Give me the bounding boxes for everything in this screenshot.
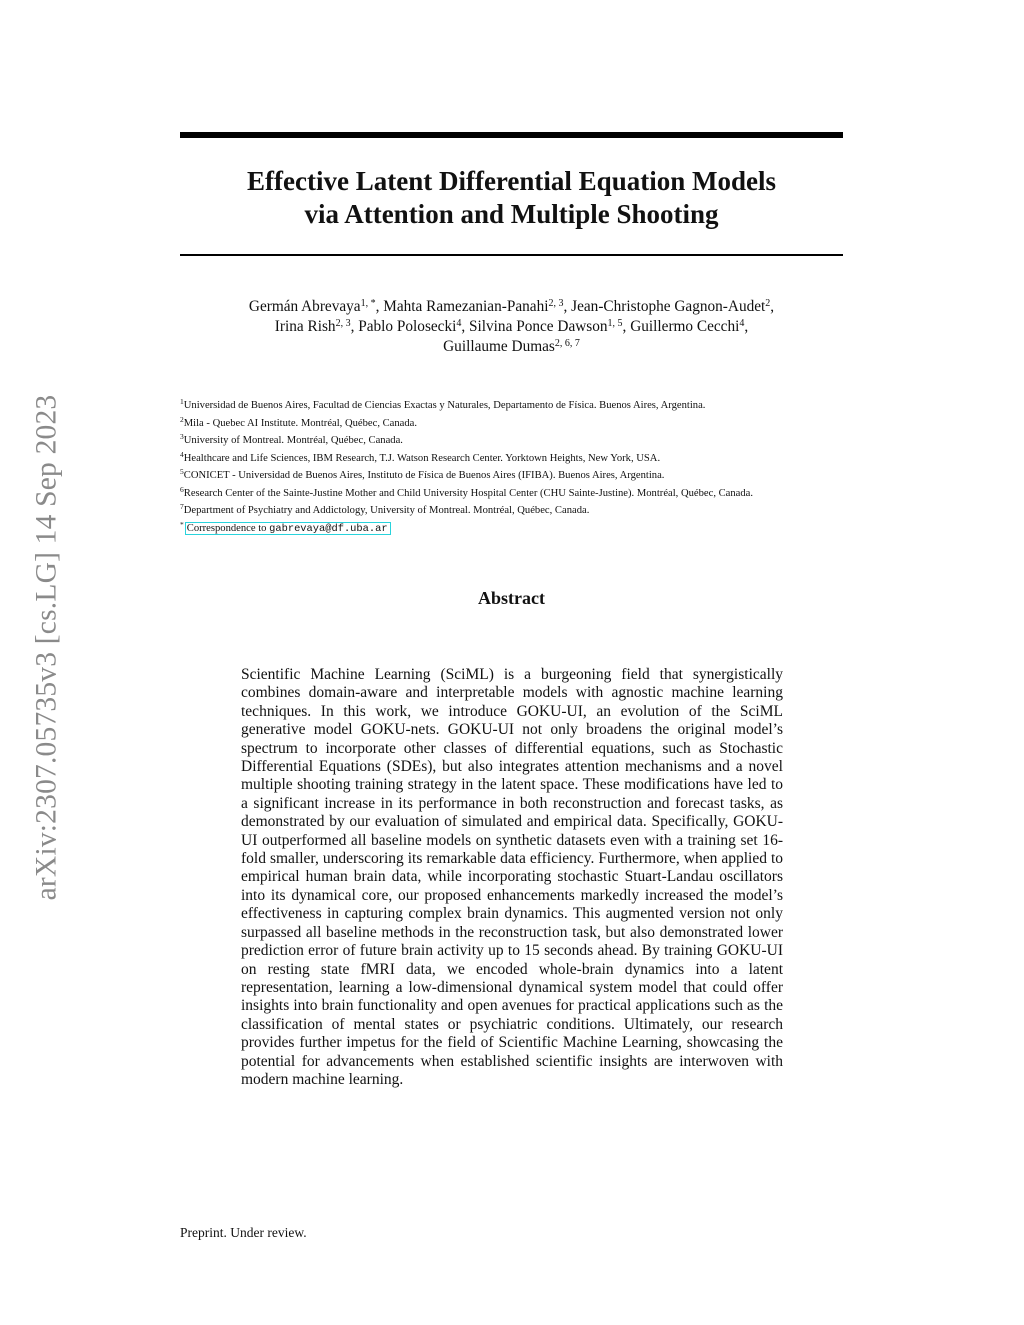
affiliation-text: Department of Psychiatry and Addictology, University of Montreal. Montréal, Québec, Canada. — [183, 505, 590, 516]
author-name: Guillaume Dumas — [443, 338, 555, 355]
affiliation-list — [180, 397, 860, 538]
author-name: Germán Abrevaya — [248, 298, 361, 315]
author-list — [180, 297, 843, 357]
author-affiliation-mark: 1, 5 — [607, 318, 623, 329]
correspondence-note — [180, 520, 860, 539]
affiliation-item — [180, 502, 860, 520]
author-line — [180, 317, 843, 337]
affiliation-item — [180, 397, 860, 415]
author-separator: , — [563, 298, 572, 315]
title-line-2: via Attention and Multiple Shooting — [304, 199, 719, 229]
arxiv-sidebar-stamp — [29, 352, 65, 942]
author-affiliation-mark: 2, 3 — [335, 318, 351, 329]
affiliation-mark: 3 — [180, 432, 184, 441]
affiliation-text: Healthcare and Life Sciences, IBM Research, T.J. Watson Research Center. Yorktown Heights, New York, USA. — [183, 452, 661, 464]
author-separator: , — [461, 318, 470, 335]
affiliation-mark: 2 — [180, 414, 184, 424]
affiliation-text: Universidad de Buenos Aires, Facultad de Ciencias Exactas y Naturales, Departamento de Física. Buenos Aires, Argentina. — [183, 400, 706, 411]
author-line — [180, 297, 843, 317]
arxiv-identifier: arXiv:2307.05735v3 [cs.LG] 14 Sep 2023 — [30, 394, 63, 900]
abstract-heading: Abstract — [478, 588, 545, 608]
affiliation-item — [180, 467, 860, 485]
affiliation-text: Mila - Quebec AI Institute. Montréal, Québec, Canada. — [183, 417, 418, 429]
author-name: Guillermo Cecchi — [630, 318, 740, 335]
affiliation-mark: 4 — [180, 449, 184, 459]
author-line — [180, 337, 843, 357]
correspondence-label: Correspondence to — [186, 522, 270, 534]
affiliation-text: Research Center of the Sainte-Justine Mother and Child University Hospital Center (CHU Sainte-Justine). Montréal, Québec, Canada. — [183, 487, 754, 499]
affiliation-text: CONICET - Universidad de Buenos Aires, Instituto de Física de Buenos Aires (IFIBA). Buenos Aires, Argentina. — [183, 470, 665, 481]
author-separator: , — [770, 298, 775, 315]
preprint-footer: Preprint. Under review. — [180, 1225, 307, 1240]
author-affiliation-mark: 4 — [456, 318, 462, 329]
affiliation-item — [180, 415, 860, 433]
affiliation-mark: 5 — [180, 467, 184, 476]
affiliation-item — [180, 450, 860, 468]
author-affiliation-mark: 1, * — [360, 298, 376, 309]
author-separator: , — [622, 318, 631, 335]
author-affiliation-mark: 2 — [765, 298, 771, 309]
correspondence-link[interactable] — [185, 522, 391, 535]
correspondence-mark: * — [180, 519, 184, 529]
title-top-rule — [180, 132, 843, 138]
author-name: Irina Rish — [274, 318, 336, 335]
correspondence-email: gabrevaya@df.uba.ar — [269, 522, 388, 535]
affiliation-item — [180, 485, 860, 503]
author-affiliation-mark: 2, 6, 7 — [554, 338, 580, 349]
affiliation-item — [180, 432, 860, 450]
author-separator: , — [375, 298, 384, 315]
author-name: Jean-Christophe Gagnon-Audet — [571, 298, 766, 315]
author-separator: , — [350, 318, 359, 335]
author-name: Pablo Polosecki — [358, 318, 457, 335]
affiliation-mark: 6 — [180, 484, 184, 494]
title-bottom-rule — [180, 254, 843, 256]
author-separator: , — [744, 318, 749, 335]
author-affiliation-mark: 4 — [739, 318, 745, 329]
affiliation-mark: 7 — [180, 502, 184, 511]
abstract-body: Scientific Machine Learning (SciML) is a burgeoning field that synergistically combines domain-aware and interpretable models with agnostic machine learning techniques. In this work, we introduce GOKU-UI, an evolution of the SciML generative model GOKU-nets. GOKU-UI not only broadens the original model’s spectrum to incorporate other classes of differential equations, such as Stochastic Differential Equations (SDEs), but also integrates attention mechanisms and a novel multiple shooting training strategy in the latent space. These modifications have led to a significant increase in its performance in both reconstruction and forecast tasks, as demonstrated by our evaluation of simulated and empirical data. Specifically, GOKU-UI outperformed all baseline models on synthetic datasets even with a training set 16-fold smaller, underscoring its remarkable data efficiency. Furthermore, when applied to empirical human brain data, while incorporating stochastic Stuart-Landau oscillators into its dynamical core, our proposed enhancements markedly increased the model’s effectiveness in capturing complex brain dynamics. This augmented version not only surpassed all baseline methods in the reconstruction task, but also demonstrated lower prediction error of future brain activity up to 15 seconds ahead. By training GOKU-UI on resting state fMRI data, we encoded whole-brain dynamics into a latent representation, learning a low-dimensional dynamical system model that could offer insights into brain functionality and open avenues for practical applications such as the classification of mental states or psychiatric conditions. Ultimately, our research provides further impetus for the field of Scientific Machine Learning, showcasing the potential for advancements when established scientific insights are interwoven with modern machine learning. — [241, 666, 783, 1088]
author-affiliation-mark: 2, 3 — [548, 298, 564, 309]
author-name: Silvina Ponce Dawson — [469, 318, 608, 335]
title-line-1: Effective Latent Differential Equation Models — [247, 166, 776, 196]
author-name: Mahta Ramezanian-Panahi — [383, 298, 549, 315]
paper-title — [180, 165, 843, 231]
affiliation-mark: 1 — [180, 397, 184, 406]
affiliation-text: University of Montreal. Montréal, Québec, Canada. — [183, 435, 403, 446]
